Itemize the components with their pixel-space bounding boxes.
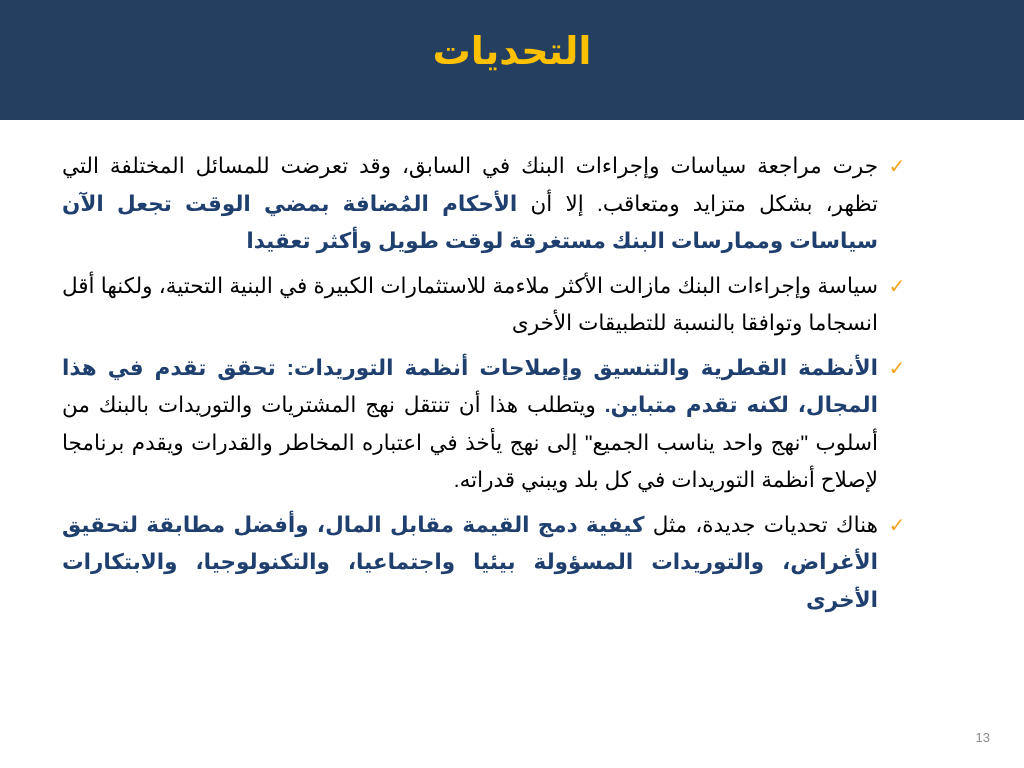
checkmark-icon: ✓	[888, 154, 906, 178]
slide-content	[62, 148, 908, 626]
bullet-item	[62, 350, 908, 500]
bullet-text: ويتطلب هذا أن تنتقل نهج المشتريات والتوريدات بالبنك من أسلوب "نهج واحد يناسب الجميع" إلى نهج يأخذ في اعتباره المخاطر والقدرات ويقدم برنامجا لإصلاح أنظمة التوريدات في كل بلد ويبني قدراته.	[62, 393, 878, 492]
checkmark-icon: ✓	[888, 512, 906, 537]
bullet-emphasis-text: كيفية دمج القيمة مقابل المال، وأفضل مطابقة لتحقيق الأغراض، والتوريدات المسؤولة بيئيا واجتماعيا، والتكنولوجيا، والابتكارات الأخرى	[62, 512, 878, 612]
bullet-item	[62, 268, 908, 343]
bullet-emphasis-text: الأنظمة القطرية والتنسيق وإصلاحات أنظمة التوريدات: تحقق تقدم في هذا المجال، لكنه تقدم متباين.	[62, 355, 878, 417]
title-bar	[0, 0, 1024, 120]
bullet-text: سياسة وإجراءات البنك مازالت الأكثر ملاءمة للاستثمارات الكبيرة في البنية التحتية، ولكنها أقل انسجاما وتوافقا بالنسبة للتطبيقات الأخرى	[62, 273, 878, 335]
bullet-item	[62, 507, 908, 620]
bullet-text: هناك تحديات جديدة، مثل	[644, 512, 878, 537]
checkmark-icon: ✓	[888, 273, 906, 298]
page-number: 13	[975, 730, 990, 745]
slide-title: التحديات	[432, 31, 592, 73]
checkmark-icon: ✓	[888, 355, 906, 380]
bullet-emphasis-text: الأحكام المُضافة بمضي الوقت تجعل الآن سياسات وممارسات البنك مستغرقة لوقت طويل وأكثر تعقيدا	[62, 191, 878, 253]
bullet-text: جرت مراجعة سياسات وإجراءات البنك في السابق، وقد تعرضت للمسائل المختلفة التي تظهر، بشكل متزايد ومتعاقب. إلا أن	[62, 154, 878, 216]
bullet-item	[62, 148, 908, 261]
